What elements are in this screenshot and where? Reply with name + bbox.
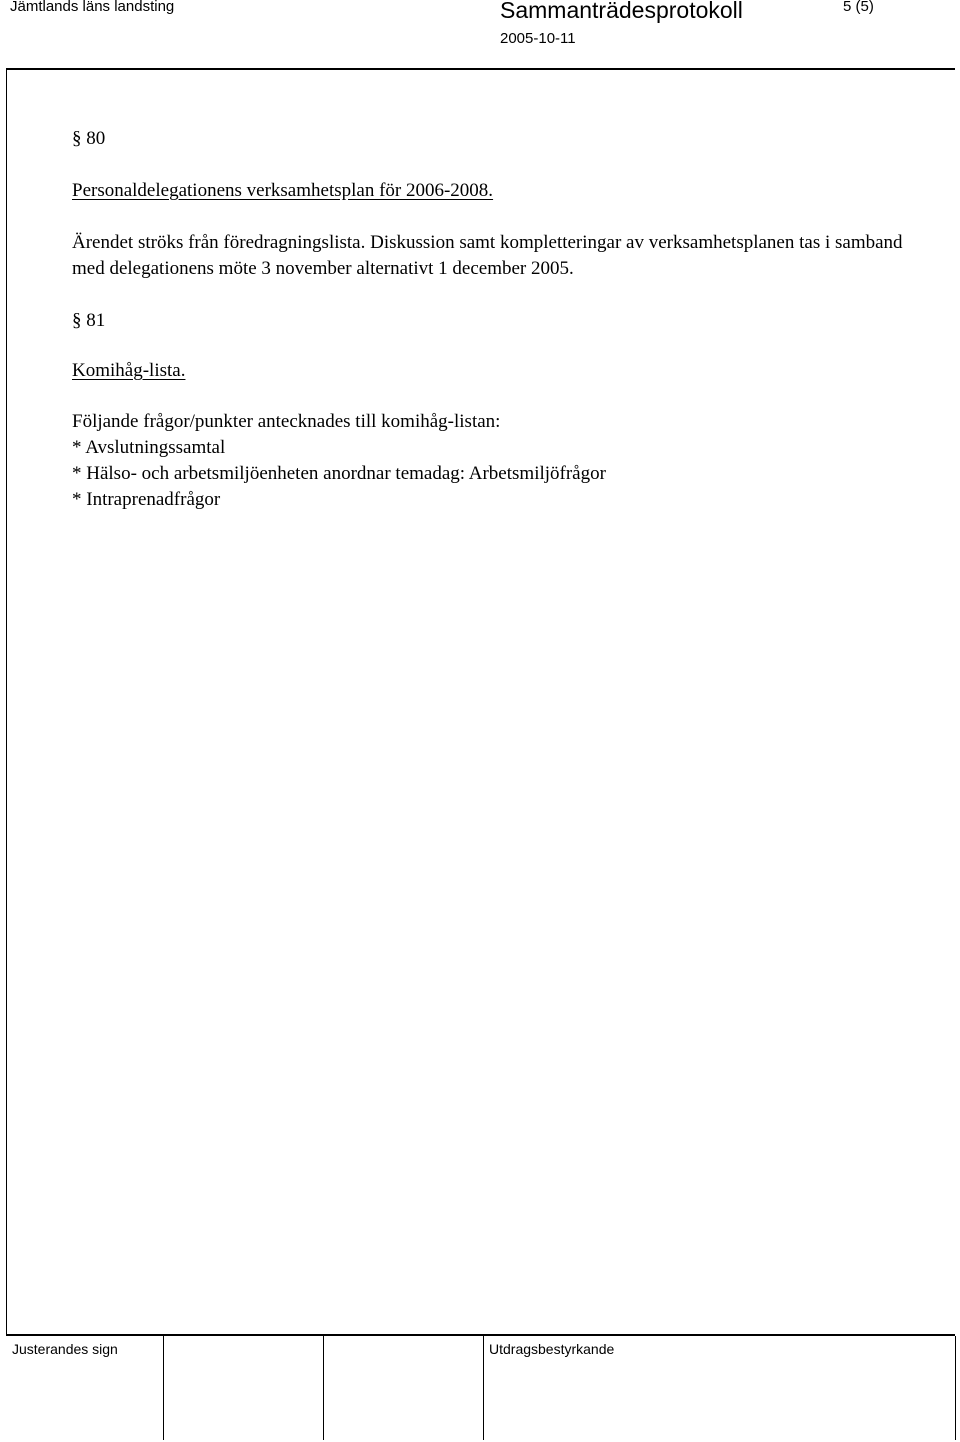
header-divider [6,68,955,70]
signature-box-divider [163,1336,164,1440]
page-number: 5 (5) [843,0,874,15]
section-81-body [72,409,606,513]
list-item: * Hälso- och arbetsmiljöenheten anordnar temadag: Arbetsmiljöfrågor [72,463,606,484]
list-item: * Avslutningssamtal [72,437,226,458]
section-81-intro: Följande frågor/punkter antecknades till komihåg-listan: [72,411,501,432]
document-title: Sammanträdesprotokoll [500,0,743,23]
certification-box-divider [483,1336,484,1440]
footer-divider [6,1334,955,1336]
footer-right-border [955,1336,956,1440]
section-80-body: Ärendet ströks från föredragningslista. Diskussion samt kompletteringar av verksamhetsplanen tas i samband med delegationens möte 3 november alternativt 1 december 2005. [72,232,903,279]
section-81-number: § 81 [72,310,106,331]
meeting-date: 2005-10-11 [500,30,576,47]
page-frame-left [6,69,7,1335]
section-80-heading: Personaldelegationens verksamhetsplan för 2006-2008. [72,180,494,201]
list-item: * Intraprenadfrågor [72,489,221,510]
signature-box-divider [323,1336,324,1440]
certification-label: Utdragsbestyrkande [489,1341,615,1357]
signature-label: Justerandes sign [12,1341,118,1357]
organization-name: Jämtlands läns landsting [10,0,175,15]
section-80-number: § 80 [72,128,106,149]
section-81-heading: Komihåg-lista. [72,360,186,381]
